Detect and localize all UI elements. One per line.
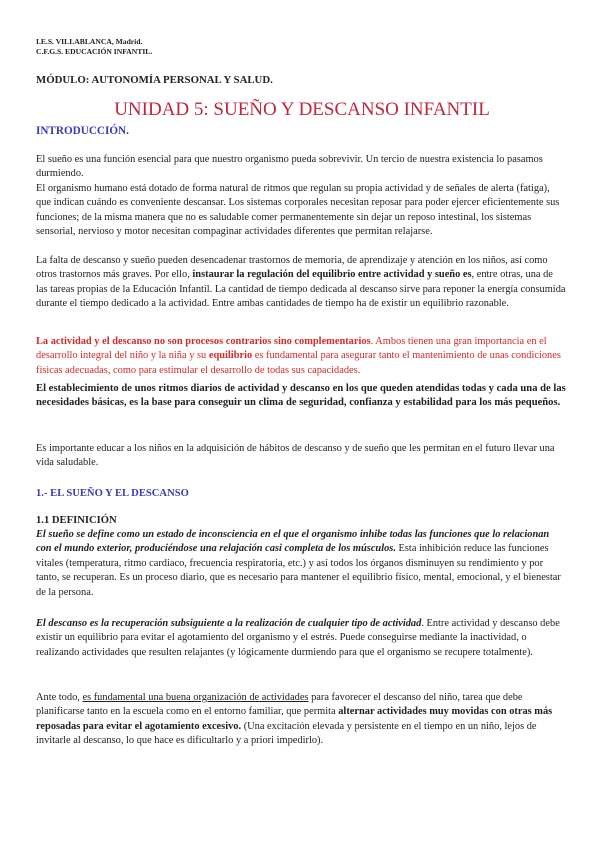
p8-underlined: es fundamental una buena organización de actividades: [82, 692, 309, 703]
p3-text-b: . Ambos tienen una gran importancia en el desarrollo integral del niño y la niña y su: [36, 336, 547, 362]
p3-bold: La actividad y el descanso no son procesos contrarios sino complementarios: [36, 336, 371, 347]
definition-paragraph-2: [36, 617, 566, 660]
p2-text-a: La falta de descanso y sueño pueden desencadenar trastornos de memoria, de aprendizaje y atención en los niños, así como otros trastornos más graves. Por ello,: [36, 255, 548, 281]
section-1-heading: 1.- EL SUEÑO Y EL DESCANSO: [36, 488, 189, 499]
definition-paragraph-3: [36, 691, 566, 749]
p8-text-c: para favorecer el descanso del niño, tarea que debe planificarse tanto en la escuela como en el entorno familiar, que permita: [36, 692, 523, 718]
p3-text-d: es fundamental para asegurar tanto el mantenimiento de unas condiciones físicas adecuadas, como para estimular el desarrollo de todas sus capacidades.: [36, 350, 561, 376]
intro-paragraph-1: [36, 153, 566, 239]
school-name: I.E.S. VILLABLANCA, Madrid.: [36, 37, 143, 46]
p8-text-e: (Una excitación elevada y persistente en el tiempo en un niño, lejos de invitarle al descanso, lo que hace es dificultarlo y a priori impedirlo).: [36, 720, 537, 747]
definition-paragraph-1: [36, 528, 566, 600]
page-title: UNIDAD 5: SUEÑO Y DESCANSO INFANTIL: [114, 99, 490, 120]
intro-paragraph-1a: El sueño es una función esencial para que nuestro organismo pueda sobrevivir. Un tercio de nuestra existencia lo pasamos durmiendo.: [36, 154, 543, 180]
p2-text-c: , entre otras, una de las tareas propias de la Educación Infantil. La cantidad de tiempo dedicada al descanso sirve para reponer la energía consumida durante el tiempo dedicado a la actividad. Entre ambas cantidades de tiempo ha de existir un equilibrio razonable.: [36, 269, 566, 310]
p3-bold-equilibrio: equilibrio: [208, 350, 253, 362]
intro-paragraph-2: [36, 254, 566, 312]
module-title: MÓDULO: AUTONOMÍA PERSONAL Y SALUD.: [36, 74, 273, 86]
p7-text: . Entre actividad y descanso debe existir un equilibrio para evitar el agotamiento del organismo y el estrés. Puede conseguirse mediante la inactividad, o realizando actividades que resulten relajantes (y lógicamente durmiendo para que el organismo se recupere totalmente).: [36, 618, 560, 658]
intro-paragraph-5: Es importante educar a los niños en la adquisición de hábitos de descanso y de sueño que les permitan en el futuro llevar una vida saludable.: [36, 443, 555, 469]
intro-paragraph-3: [36, 335, 566, 378]
p6-text: Esta inhibición reduce las funciones vitales (temperatura, ritmo cardiaco, frecuencia respiratoria, etc.) y así todos los órganos disminuyen su rendimiento y por tanto, se recuperan. Es un proceso diario, que es necesario para mantener el equilibrio físico, mental, emocional, y el bienestar de la persona.: [36, 543, 561, 598]
p2-bold: instaurar la regulación del equilibrio entre actividad y sueño es: [192, 269, 472, 281]
intro-paragraph-1b: El organismo humano está dotado de forma natural de ritmos que regulan su propia actividad y de señales de alerta (fatiga), que indican cuándo es conveniente descansar. Los sistemas corporales necesitan reposar para poder ejercer eficientemente sus funciones; de la misma manera que no es saludable comer permanentemente sin dejar un reposo intestinal, los sistemas sensorial, nervioso y motor necesitan compaginar actividades diferentes que permitan relajarse.: [36, 182, 560, 238]
subsection-heading: 1.1 DEFINICIÓN: [36, 515, 117, 526]
p7-bold-italic: El descanso es la recuperación subsiguiente a la realización de cualquier tipo de actividad: [36, 618, 422, 629]
intro-heading: INTRODUCCIÓN.: [36, 125, 129, 137]
course-name: C.F.G.S. EDUCACIÓN INFANTIL.: [36, 46, 153, 56]
intro-paragraph-4: El establecimiento de unos ritmos diarios de actividad y descanso en los que queden atendidas todas y cada una de las necesidades básicas, es la base para conseguir un clima de seguridad, confianza y estabilidad para los más pequeños.: [36, 383, 566, 409]
p8-bold: alternar actividades muy movidas con otras más reposadas para evitar el agotamiento excesivo.: [36, 706, 553, 732]
document-header: [36, 37, 566, 56]
p6-bold-italic: El sueño se define como un estado de inconsciencia en el que el organismo inhibe todas las funciones que lo relacionan con el mundo exterior, produciéndose una relajación casi completa de los músculos.: [36, 529, 550, 555]
p8-text-a: Ante todo,: [36, 692, 83, 703]
